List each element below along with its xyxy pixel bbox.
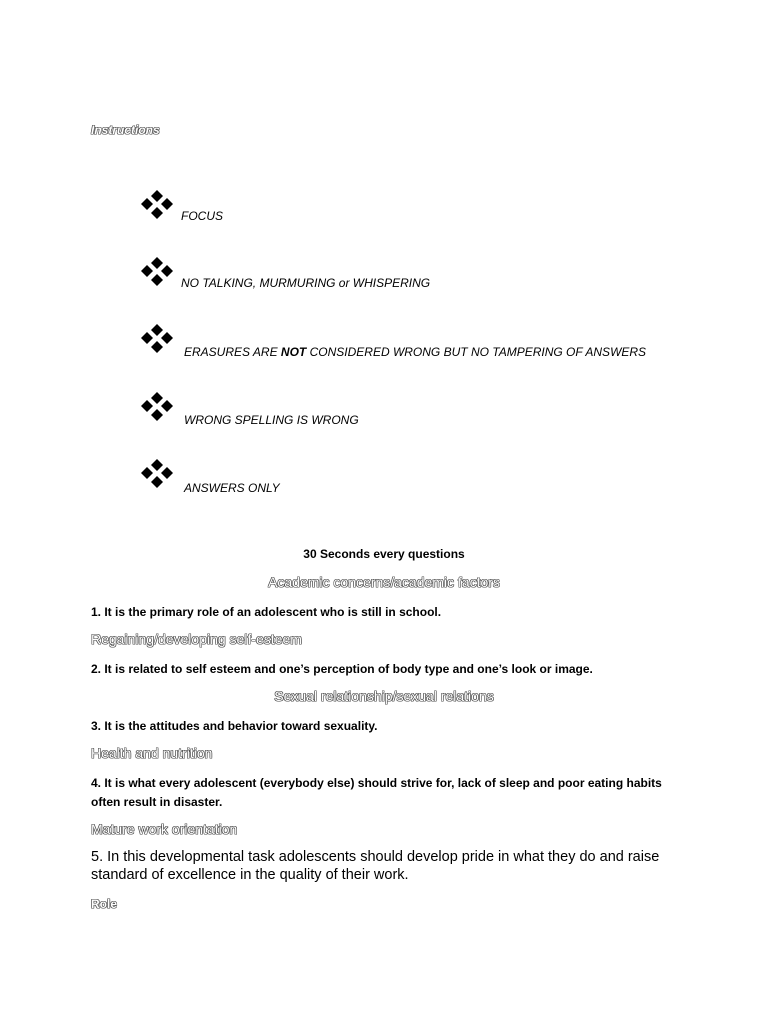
instruction-text: ERASURES ARE NOT CONSIDERED WRONG BUT NO TAMPERING OF ANSWERS <box>184 345 647 359</box>
instruction-text: WRONG SPELLING IS WRONG <box>184 413 359 427</box>
instruction-text: NO TALKING, MURMURING or WHISPERING <box>181 276 431 290</box>
instructions-heading: Instructions <box>91 123 160 137</box>
four-diamond-bullet-icon <box>140 459 174 489</box>
question-text: 3. It is the attitudes and behavior toward sexuality. <box>91 719 378 733</box>
four-diamond-bullet-icon <box>140 392 174 422</box>
question-text: 2. It is related to self esteem and one’s perception of body type and one’s look or image. <box>91 662 593 676</box>
instruction-item <box>140 190 700 230</box>
four-diamond-bullet-icon <box>140 324 174 354</box>
four-diamond-bullet-icon <box>140 190 174 220</box>
instruction-item <box>140 324 700 364</box>
answer-heading: Sexual relationship/sexual relations <box>274 688 494 704</box>
instruction-item <box>140 392 700 432</box>
question-text: 1. It is the primary role of an adolescent who is still in school. <box>91 605 442 619</box>
instruction-text: ANSWERS ONLY <box>184 481 280 495</box>
instruction-item <box>140 257 700 297</box>
four-diamond-bullet-icon <box>140 257 174 287</box>
question-text: 5. In this developmental task adolescents should develop pride in what they do and raise standard of excellence in the quality of their work. <box>91 849 660 883</box>
footer-answer: Role <box>91 897 118 911</box>
instruction-text: FOCUS <box>181 209 223 223</box>
question-text: 4. It is what every adolescent (everybody else) should strive for, lack of sleep and poor eating habits often result in disaster. <box>91 776 662 809</box>
answer-heading: Health and nutrition <box>91 745 213 761</box>
answer-heading: Academic concerns/academic factors <box>268 574 500 590</box>
answer-heading: Regaining/developing self-esteem <box>91 631 302 647</box>
instruction-item <box>140 459 700 499</box>
answer-heading: Mature work orientation <box>91 821 238 837</box>
emphasis-not: NOT <box>280 345 307 359</box>
timer-note: 30 Seconds every questions <box>303 547 465 561</box>
